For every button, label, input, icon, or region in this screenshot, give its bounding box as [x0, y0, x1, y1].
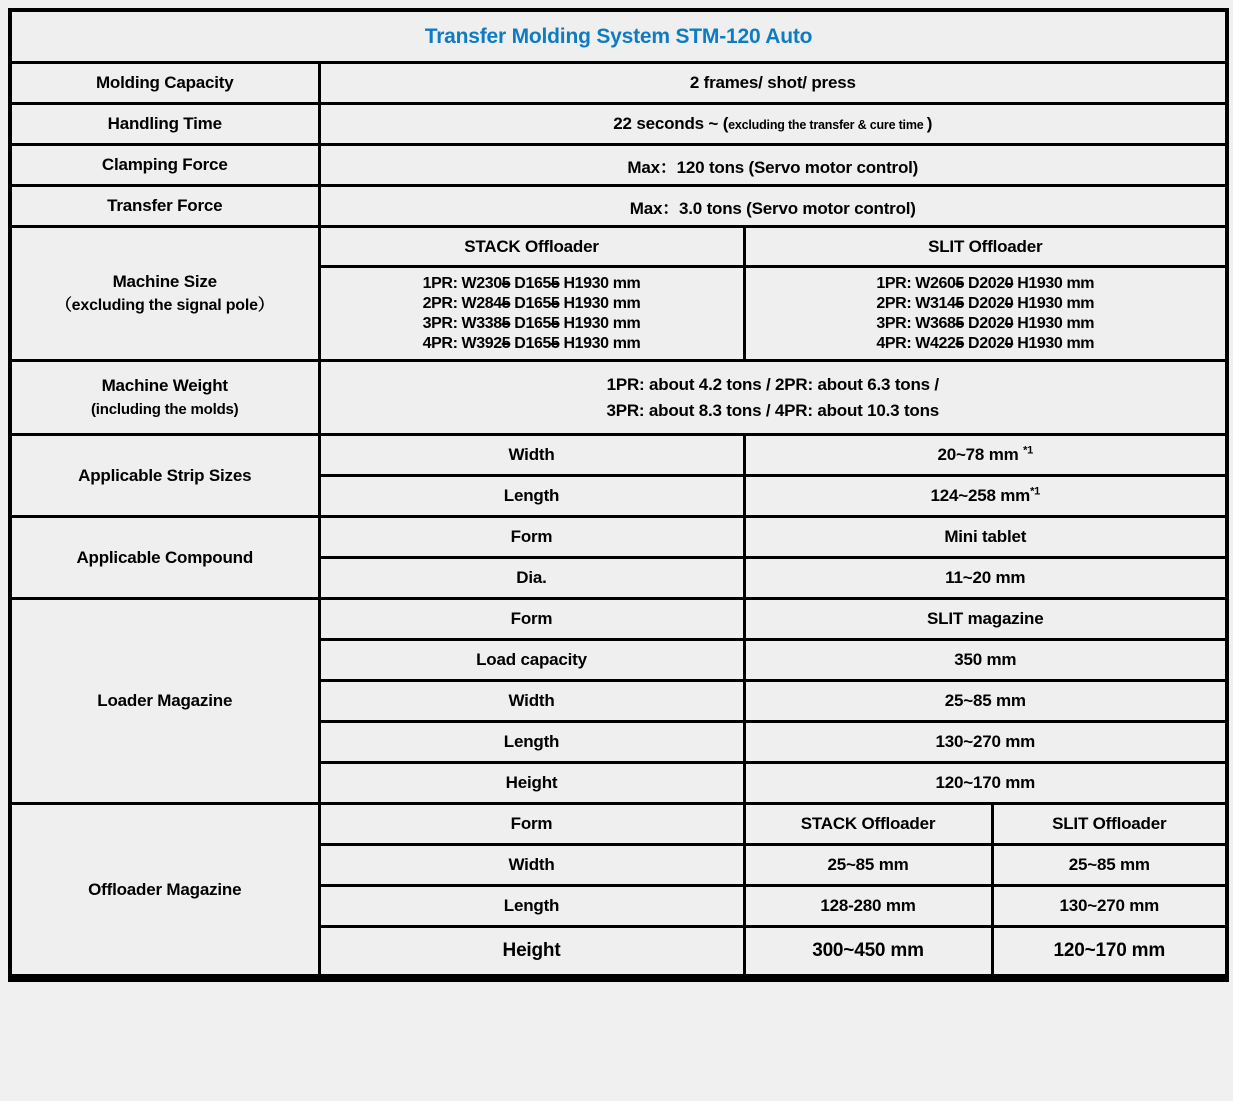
strip-length-name: Length	[319, 476, 744, 517]
slit-size-line: 3PR: W3685 D2020 H1930 mm	[876, 314, 1095, 332]
compound-label: Applicable Compound	[10, 517, 319, 599]
row-machine-weight	[10, 361, 1227, 435]
row-compound-form	[10, 517, 1227, 558]
offloader-width-name: Width	[319, 845, 744, 886]
loader-width-value: 25~85 mm	[744, 681, 1227, 722]
loader-form-name: Form	[319, 599, 744, 640]
stack-size-line: 1PR: W2305 D1655 H1930 mm	[422, 274, 641, 292]
compound-form-name: Form	[319, 517, 744, 558]
handling-time-label: Handling Time	[10, 104, 319, 145]
offloader-height-stack: 300~450 mm	[744, 927, 992, 979]
loader-height-name: Height	[319, 763, 744, 804]
slit-size-line: 2PR: W3145 D2020 H1930 mm	[876, 294, 1095, 312]
handling-time-note-close: )	[926, 114, 933, 133]
offloader-length-slit: 130~270 mm	[992, 886, 1227, 927]
offloader-form-stack: STACK Offloader	[744, 804, 992, 845]
handling-time-note: excluding the transfer & cure time	[728, 118, 927, 132]
footnote-marker: *1	[1030, 485, 1041, 498]
footnote-marker: *1	[1023, 444, 1034, 457]
clamping-force-value: Max：120 tons (Servo motor control)	[319, 145, 1227, 186]
row-loader-form	[10, 599, 1227, 640]
row-handling-time	[10, 104, 1227, 145]
molding-capacity-label: Molding Capacity	[10, 63, 319, 104]
strip-width-value: 20~78 mm $^{*1}$	[744, 435, 1227, 476]
handling-time-value	[319, 104, 1227, 145]
loader-width-name: Width	[319, 681, 744, 722]
compound-dia-name: Dia.	[319, 558, 744, 599]
stack-size-line: 4PR: W3925 D1655 H1930 mm	[422, 334, 641, 352]
offloader-height-slit: 120~170 mm	[992, 927, 1227, 979]
row-transfer-force	[10, 186, 1227, 227]
loader-capacity-name: Load capacity	[319, 640, 744, 681]
slit-size-line: 1PR: W2605 D2020 H1930 mm	[876, 274, 1095, 292]
title-row	[10, 10, 1227, 63]
clamping-force-label: Clamping Force	[10, 145, 319, 186]
row-machine-size-header	[10, 227, 1227, 267]
row-offloader-form	[10, 804, 1227, 845]
molding-capacity-value: 2 frames/ shot/ press	[319, 63, 1227, 104]
strip-width-name: Width	[319, 435, 744, 476]
transfer-force-label: Transfer Force	[10, 186, 319, 227]
machine-weight-label-title: Machine Weight	[101, 375, 228, 395]
offloader-width-stack: 25~85 mm	[744, 845, 992, 886]
slit-size-line: 4PR: W4225 D2020 H1930 mm	[876, 334, 1095, 352]
machine-size-label-note: （excluding the signal pole）	[55, 296, 274, 314]
machine-weight-value	[319, 361, 1227, 435]
loader-label: Loader Magazine	[10, 599, 319, 804]
compound-form-value: Mini tablet	[744, 517, 1227, 558]
spec-table	[8, 8, 1229, 982]
offloader-height-name: Height	[319, 927, 744, 979]
offloader-form-slit: SLIT Offloader	[992, 804, 1227, 845]
machine-size-slit-values	[744, 267, 1227, 361]
loader-height-value: 120~170 mm	[744, 763, 1227, 804]
machine-weight-line2: 3PR: about 8.3 tons / 4PR: about 10.3 tons	[606, 400, 940, 420]
stack-size-line: 2PR: W2845 D1655 H1930 mm	[422, 294, 641, 312]
loader-length-value: 130~270 mm	[744, 722, 1227, 763]
offloader-label: Offloader Magazine	[10, 804, 319, 979]
machine-weight-label-note: (including the molds)	[91, 400, 239, 418]
page-title: Transfer Molding System STM-120 Auto	[10, 10, 1227, 63]
offloader-form-name: Form	[319, 804, 744, 845]
row-molding-capacity	[10, 63, 1227, 104]
offloader-width-slit: 25~85 mm	[992, 845, 1227, 886]
stack-size-line: 3PR: W3385 D1655 H1930 mm	[422, 314, 641, 332]
machine-size-stack-values	[319, 267, 744, 361]
transfer-force-value: Max：3.0 tons (Servo motor control)	[319, 186, 1227, 227]
strip-length-value: 124~258 mm$^{*1}$	[744, 476, 1227, 517]
loader-capacity-value: 350 mm	[744, 640, 1227, 681]
machine-size-label-title: Machine Size	[112, 271, 217, 291]
row-strip-width	[10, 435, 1227, 476]
machine-weight-label	[10, 361, 319, 435]
row-clamping-force	[10, 145, 1227, 186]
compound-dia-value: 11~20 mm	[744, 558, 1227, 599]
handling-time-main: 22 seconds ~	[613, 114, 723, 133]
loader-form-value: SLIT magazine	[744, 599, 1227, 640]
machine-size-label	[10, 227, 319, 361]
handling-time-note-open: (	[722, 114, 729, 133]
strip-sizes-label: Applicable Strip Sizes	[10, 435, 319, 517]
machine-size-slit-header: SLIT Offloader	[744, 227, 1227, 267]
loader-length-name: Length	[319, 722, 744, 763]
machine-weight-line1: 1PR: about 4.2 tons / 2PR: about 6.3 tons /	[606, 374, 939, 394]
machine-size-stack-header: STACK Offloader	[319, 227, 744, 267]
offloader-length-stack: 128-280 mm	[744, 886, 992, 927]
offloader-length-name: Length	[319, 886, 744, 927]
